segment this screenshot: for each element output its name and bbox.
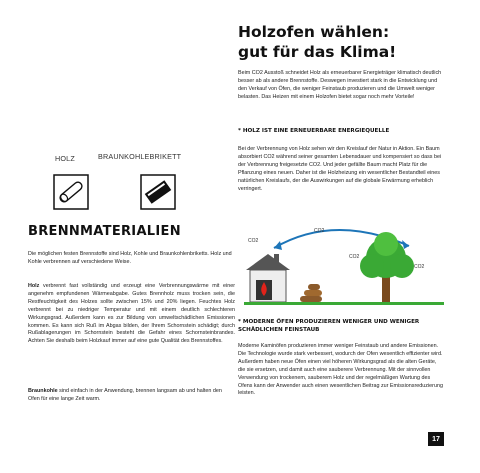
page-number: 17: [428, 432, 444, 446]
title-line-2: gut für das Klima!: [238, 43, 397, 61]
intro-paragraph: Beim CO2 Ausstoß schneidet Holz als erneuerbarer Energieträger klimatisch deutlich besser ab als andere Brennstoffe. Deswegen investiert stark in die Entwicklung und den Verkauf von Öfen, die weniger Feinstaub produzieren und die Umwelt weniger belasten. Das Heizen mit einem Holzofen bietet sogar noch mehr Vorteile!: [238, 70, 442, 100]
section-heading-renewable: * HOLZ IST EINE ERNEUERBARE ENERGIEQUELLE: [238, 128, 390, 134]
section-title-brennmaterialien: BRENNMATERIALIEN: [28, 224, 181, 239]
section-heading-modern-stoves: [238, 319, 445, 334]
modern-stoves-paragraph: Moderne Kaminöfen produzieren immer weniger Feinstaub und andere Emissionen. Die Technologie wurde stark verbessert, wodurch der Ofen wesentlich effizienter wird. Außerdem haben neue Öfen einen viel höheren Wirkungsgrad als die alten Geräte, die sie ersetzen, und damit auch eine sauberere Verbrennung. Mit der sinnvollen Verwendung von trockenem, sauberem Holz und der regelmäßigen Wartung des Ofens kann der Anwender auch einen wesentlichen Beitrag zur Emissionsreduzierung leisten.: [238, 343, 443, 397]
fuel-intro-paragraph: Die möglichen festen Brennstoffe sind Holz, Kohle und Braunkohlenbriketts. Holz und Kohle verbrennen auf verschiedene Weise.: [28, 251, 232, 265]
holz-text: verbrennt fast vollständig und erzeugt eine Verbrennungswärme mit einer angenehm empfundenen Wärmeabgabe. Gutes Brennholz muss trocken sein, die Restfeuchtigkeit des Holzes sollte zwischen 15% und 20% liegen. Feuchtes Holz verbrennt bei zu niedriger Temperatur und mit einem deutlich schlechteren Wirkungsgrad. Außerdem kann es zur Bildung von umweltschädlichen Emissionen kommen. Es kann sich Ruß im Abgas bilden, der Ihrem Schornstein schädigt; durch Rußablagerungen im Schornstein besteht die Gefahr eines Schornsteinbrandes. Achten Sie deshalb beim Holzkauf immer auf eine gute Qualität des Brennstoffes.: [28, 283, 235, 345]
co2-label: CO2: [314, 228, 325, 234]
label-holz: HOLZ: [55, 154, 75, 163]
holz-paragraph: [28, 283, 235, 346]
braunkohle-term: Braunkohle: [28, 388, 58, 394]
holz-term: Holz: [28, 283, 40, 289]
ground-line: [244, 302, 444, 305]
renewable-paragraph: Bei der Verbrennung von Holz sehen wir den Kreislauf der Natur in Aktion. Ein Baum absorbiert CO2 während seiner gesamten Lebensdauer und kompensiert so dass bei der Verbrennung freigesetzte CO2. Und jeder gefällte Baum macht Platz für die Pflanzung eines neuen. Daher ist die Holzheizung ein wesentlicher Bestandteil eines natürlichen Kreislaufs, der die Auswirkungen auf die globale Erwärmung erheblich verringert.: [238, 146, 442, 192]
arrow-head-left-icon: [274, 241, 282, 250]
co2-cycle-illustration: [244, 218, 444, 308]
co2-label: CO2: [349, 254, 360, 260]
co2-label: CO2: [248, 238, 259, 244]
title-line-1: Holzofen wählen:: [238, 23, 390, 41]
briquette-icon: [140, 174, 176, 210]
braunkohle-paragraph: [28, 388, 235, 404]
braunkohle-text: sind einfach in der Anwendung, brennen langsam ab und halten den Ofen für eine lange Zeit warm.: [28, 388, 222, 402]
heading-line-2: SCHÄDLICHEN FEINSTAUB: [238, 326, 320, 333]
wood-log-icon: [53, 174, 89, 210]
tree-icon: [360, 232, 414, 302]
heading-line-1: * MODERNE ÖFEN PRODUZIEREN WENIGER UND WENIGER: [238, 319, 420, 325]
co2-label: CO2: [414, 264, 425, 270]
log-pile-icon: [300, 284, 322, 302]
stove-flame-icon: [256, 280, 272, 300]
label-brikett: BRAUNKOHLEBRIKETT: [98, 152, 182, 161]
page-title: [238, 22, 458, 62]
